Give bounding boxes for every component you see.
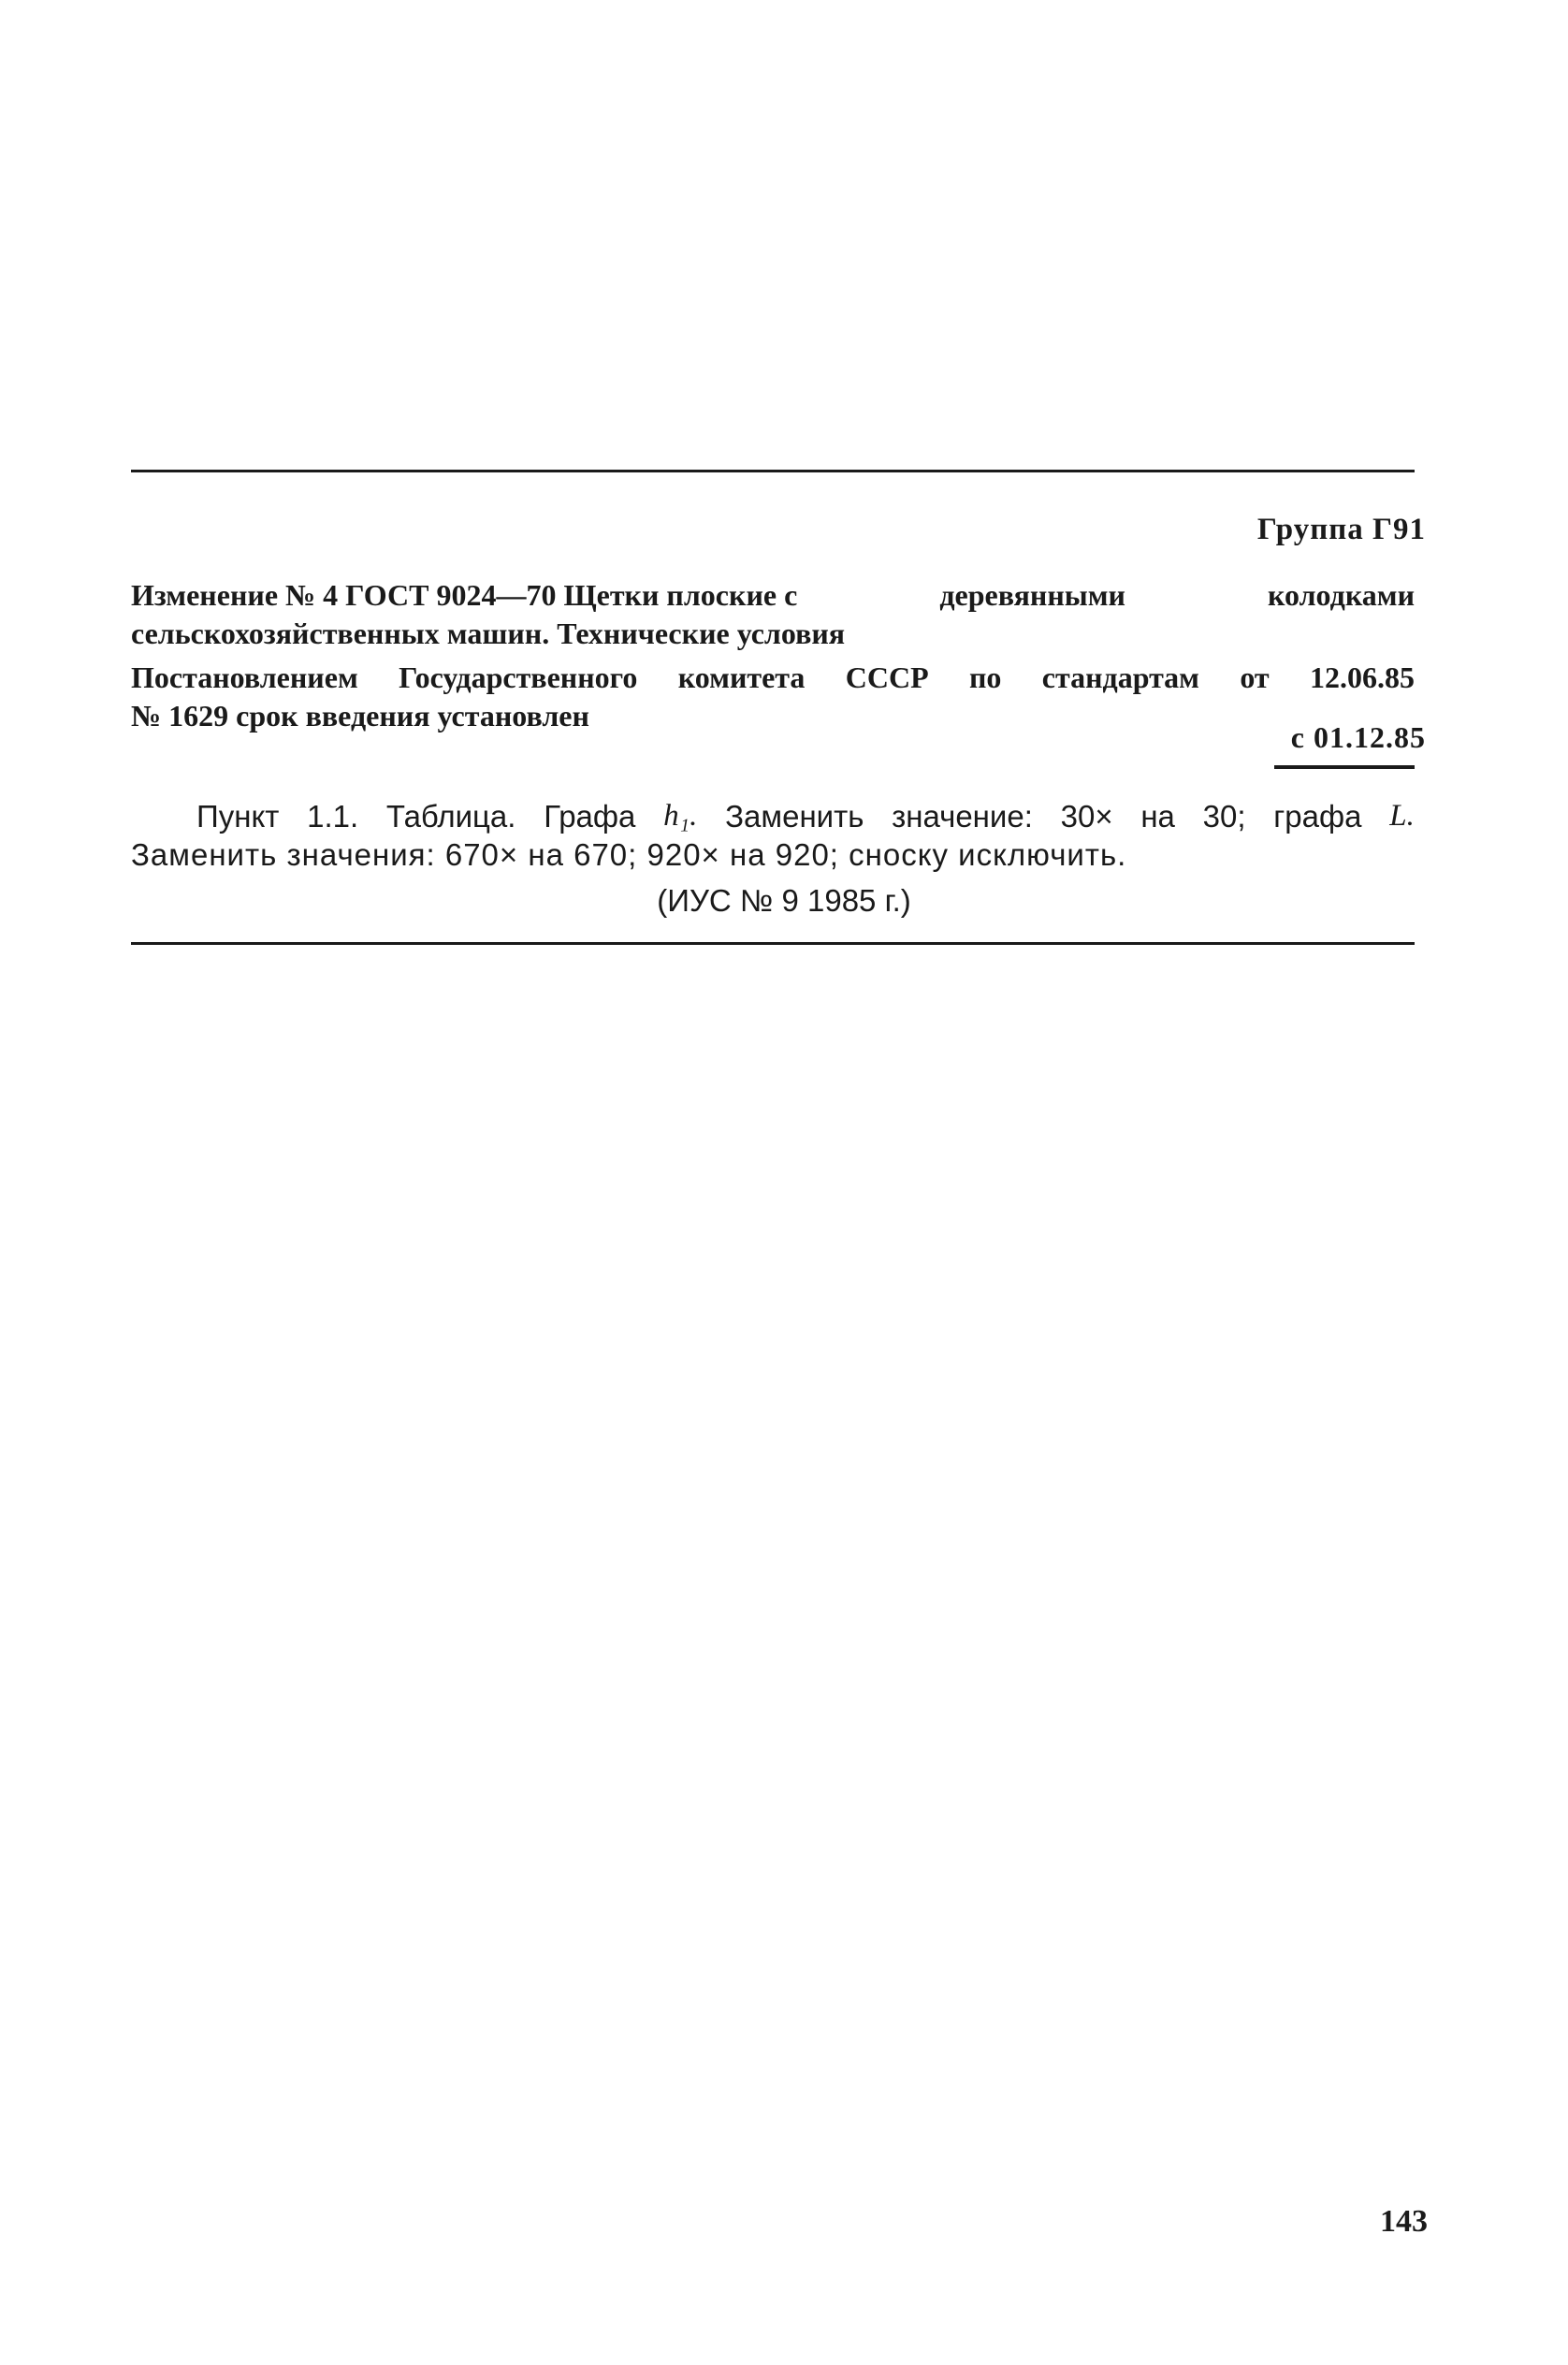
body-word: 1.1. — [307, 799, 359, 834]
source-reference: (ИУС № 9 1985 г.) — [657, 883, 911, 918]
change-title-part: Изменение № 4 ГОСТ 9024—70 Щетки плоские с — [131, 578, 798, 612]
resolution-word: Государственного — [399, 660, 638, 694]
resolution-line-2: № 1629 срок введения установлен — [131, 699, 589, 733]
effective-date-underline — [1274, 765, 1415, 769]
body-word-variable: L. — [1389, 799, 1415, 833]
resolution-word: Постановлением — [131, 660, 358, 694]
body-word-variable: h₁. — [663, 799, 698, 833]
group-code: Группа Г91 — [1256, 513, 1426, 546]
body-word: 30× — [1060, 799, 1113, 834]
resolution-word: по — [968, 660, 1002, 694]
change-body-line-2: Заменить значения: 670× на 670; 920× на 920; сноску исключить. — [131, 837, 1127, 872]
change-body-line-1 — [131, 797, 1415, 835]
resolution-line-1 — [131, 659, 1415, 697]
change-title-part: колодками — [1268, 578, 1415, 612]
change-body — [131, 797, 1415, 874]
body-word: графа — [1273, 799, 1362, 834]
top-divider — [131, 470, 1415, 472]
resolution-word: комитета — [677, 660, 806, 694]
resolution-word: стандартам — [1041, 660, 1199, 694]
body-word: 30; — [1202, 799, 1246, 834]
body-word: Графа — [544, 799, 636, 834]
resolution-word: от — [1240, 660, 1270, 694]
resolution — [131, 659, 1415, 735]
body-word: Таблица. — [385, 799, 516, 834]
body-word: Пункт — [196, 799, 280, 834]
resolution-word: 12.06.85 — [1309, 660, 1415, 694]
change-title-line-2: сельскохозяйственных машин. Технические условия — [131, 617, 846, 650]
change-title-part: деревянными — [939, 578, 1125, 612]
page-number: 143 — [1380, 2204, 1428, 2239]
body-word: на — [1140, 799, 1175, 834]
change-title-line-1 — [131, 576, 1415, 615]
resolution-word: СССР — [845, 660, 929, 694]
bottom-divider — [131, 942, 1415, 945]
body-word: значение: — [892, 799, 1033, 834]
body-word: Заменить — [725, 799, 864, 834]
change-title — [131, 576, 1415, 653]
effective-date: с 01.12.85 — [1290, 720, 1426, 754]
